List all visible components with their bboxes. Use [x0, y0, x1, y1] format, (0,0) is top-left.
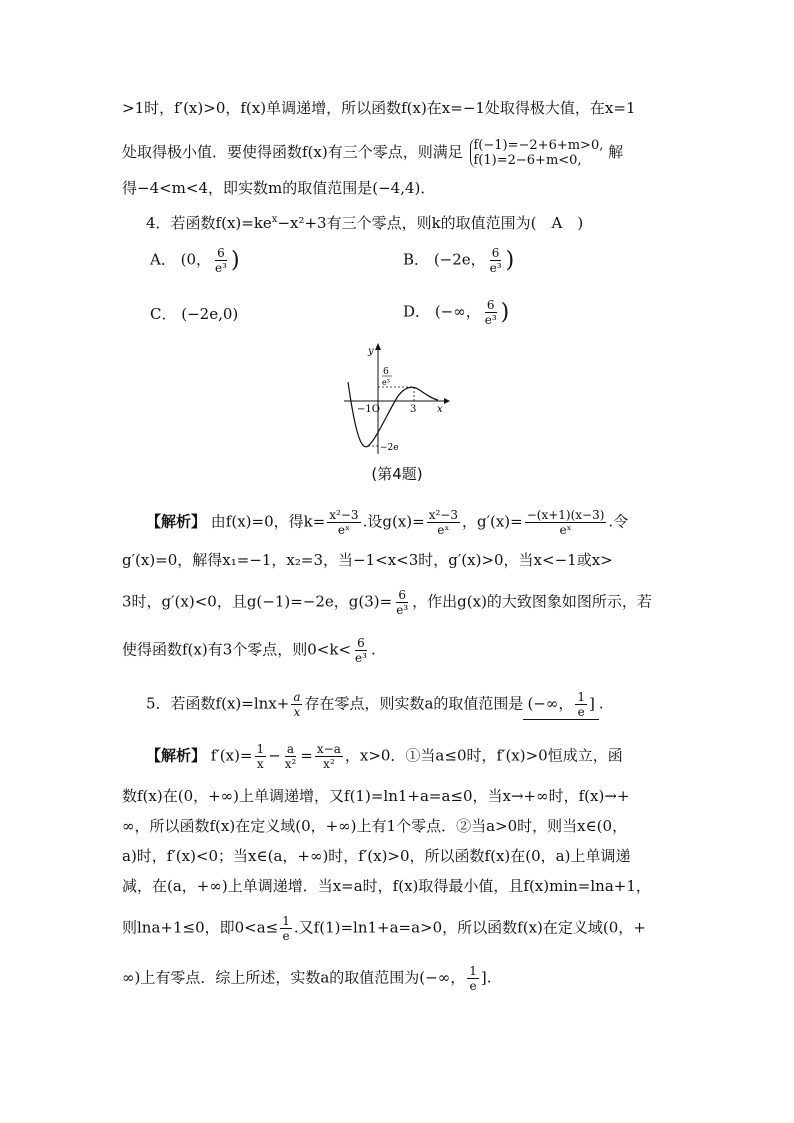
option-b-close: ): [505, 248, 515, 273]
sol5-frac-4: [280, 914, 292, 943]
option-a-label: A．: [150, 250, 176, 269]
sol4-l3a: 3时，g′(x)<0，且g(−1)=−2e，g(3)=: [122, 592, 393, 611]
sol4-l2: g′(x)=0，解得x₁=−1，x₂=3，当−1<x<3时，g′(x)>0，当x<−1或x>: [122, 551, 613, 569]
solution-tag: 【解析】: [146, 512, 207, 531]
sol5-l5: 减，在(a，+∞)上单调递增．当x=a时，f(x)取得最小值，且f(x)min=lna+1，: [122, 877, 651, 895]
answer-blank: [523, 690, 598, 720]
question-5: [146, 690, 604, 720]
y-axis-arrow: [375, 343, 381, 350]
frac-den: eˣ: [559, 523, 572, 537]
ans-a: (−∞，: [527, 694, 574, 713]
frac-num: a: [286, 742, 295, 756]
option-b-num: 6: [491, 246, 500, 260]
sol5-ans-b: ]: [480, 968, 487, 987]
frac-den: e³: [396, 603, 409, 617]
text-line-1: [122, 98, 636, 118]
option-b-text: (−2e，: [433, 250, 486, 269]
sol5-line-7: [122, 964, 492, 993]
x-axis-label: x: [437, 404, 443, 415]
sol4-frac-3: [525, 508, 607, 537]
sol5-frac-3: [315, 742, 343, 771]
sol4-line-4: [122, 636, 376, 665]
option-a: [150, 246, 240, 275]
line3: 得−4<m<4，即实数m的取值范围是(−4,4)．: [122, 179, 436, 197]
sol5-line-6: [122, 914, 646, 943]
frac-num: x²−3: [428, 508, 458, 522]
equation-system: [470, 138, 604, 168]
option-d-fraction: [483, 298, 499, 327]
sol5-line-3: [122, 816, 627, 836]
sol5-line-4: [122, 846, 630, 866]
line2-end: 解: [608, 143, 624, 161]
frac-den: e: [282, 929, 290, 943]
sol5-l7a: ∞)上有零点．综上所述，实数a的取值范围为: [122, 968, 420, 987]
frac-den: eˣ: [437, 523, 450, 537]
function-graph: [340, 342, 450, 460]
option-d-den: e³: [484, 313, 497, 327]
sol5-line-2: [122, 786, 629, 806]
option-d-num: 6: [486, 298, 495, 312]
frac-num: a: [293, 690, 301, 704]
q4-stem-b: −x²+3有三个零点，则k的取值范围为( A ): [277, 214, 584, 232]
frac-den: x²: [323, 757, 335, 771]
q5-frac: [291, 690, 302, 719]
sol5-l6b: .又f(1)=ln1+a=a>0，所以函数f(x)在定义域(0，+: [293, 918, 646, 937]
option-d-label: D．: [403, 302, 431, 321]
frac-num: 6: [357, 636, 365, 650]
sol4-l4b: .: [370, 640, 376, 659]
sol4-line-3: [122, 588, 652, 617]
sol4-l1a: 由f(x)=0，得k=: [210, 512, 326, 531]
frac-den: e: [469, 979, 477, 993]
ymin-label: −2e: [380, 443, 399, 453]
y-axis-label: y: [368, 346, 374, 357]
sol4-l1c: ，g′(x)=: [461, 512, 523, 531]
option-b-den: e³: [489, 261, 502, 275]
sol5-frac-2: [283, 742, 299, 771]
sol4-line-2: [122, 550, 613, 570]
sol5-ans-a: (−∞，: [419, 968, 466, 987]
equals-sign: =: [300, 746, 313, 765]
sol4-frac-4: [394, 588, 410, 617]
sol5-frac-1: [255, 742, 267, 771]
option-a-fraction: [213, 246, 229, 275]
frac-num: 6: [398, 588, 407, 602]
ymax-num: 6: [383, 367, 389, 377]
frac-num: 1: [282, 914, 290, 928]
solution-tag: 【解析】: [146, 746, 207, 765]
figure-caption: (第4题): [371, 465, 423, 483]
question-4-stem: [146, 210, 583, 233]
sol5-line-1: [146, 742, 623, 771]
x-axis-arrow: [444, 398, 450, 404]
sol5-l1b: ，x>0．①当a≤0时，f′(x)>0恒成立，函: [344, 746, 623, 765]
frac-num: x−a: [316, 742, 341, 756]
x3-label: 3: [410, 404, 417, 415]
q5-end: .: [598, 694, 604, 713]
option-b-fraction: [488, 246, 504, 275]
frac-num: x²−3: [329, 508, 359, 522]
option-a-den: e³: [215, 261, 227, 275]
ans-b: ]: [589, 694, 595, 713]
sol5-ans-frac: [467, 964, 479, 993]
q5-b: 存在零点，则实数a的取值范围是: [304, 694, 524, 713]
q4-exponent: x: [271, 214, 278, 225]
system-eq-1: f(−1)=−2+6+m>0,: [473, 138, 604, 153]
sol4-frac-5: [353, 636, 369, 665]
frac-num: −(x+1)(x−3): [526, 508, 605, 522]
frac-den: x: [256, 757, 264, 771]
sol4-l3b: ，作出g(x)的大致图象如图所示，若: [412, 592, 652, 611]
frac-num: 1: [577, 690, 585, 704]
option-c-text: (−2e,0): [181, 305, 239, 323]
sol4-l4a: 使得函数f(x)有3个零点，则0<k<: [122, 640, 352, 659]
option-b-label: B．: [403, 250, 430, 269]
text-line-3: [122, 178, 435, 198]
sol4-line-1: [146, 508, 628, 537]
frac-den: x²: [284, 757, 297, 771]
line1-rest: f′(x)>0，f(x)单调递增，所以函数f(x)在x=−1处取得极大值，在x=1: [174, 99, 636, 117]
q5-a: 5．若函数f(x)=lnx+: [146, 694, 290, 713]
frac-num: 1: [469, 964, 477, 978]
sol4-l1d: .令: [608, 512, 629, 531]
line2-start: 处取得极小值．要使得函数f(x)有三个零点，则满足: [122, 143, 463, 161]
sol5-l7b: .: [486, 968, 492, 987]
ymax-den: e³: [382, 378, 390, 387]
sol5-l2: 数f(x)在(0，+∞)上单调递增，又f(1)=ln1+a=a≤0，当x→+∞时，f(x)→+: [122, 787, 630, 805]
q4-stem-a: 4．若函数f(x)=ke: [146, 214, 272, 232]
option-a-close: ): [230, 248, 240, 273]
sol5-l3: ∞，所以函数f(x)在定义域(0，+∞)上有1个零点．②当a>0时，则当x∈(0，: [122, 817, 628, 835]
origin-label: −1O: [357, 404, 380, 415]
sol5-l4: a)时，f′(x)<0；当x∈(a，+∞)时，f′(x)>0，所以函数f(x)在(0，a)上单调递: [122, 847, 631, 865]
sol4-frac-1: [327, 508, 360, 537]
frac-den: eˣ: [337, 523, 351, 537]
frac-den: e³: [355, 651, 367, 665]
sol5-l1a: f′(x)=: [210, 746, 253, 765]
sol4-l1b: .设g(x)=: [362, 512, 425, 531]
option-a-num: 6: [217, 246, 225, 260]
text-line-2: [122, 138, 623, 168]
option-b: [403, 246, 514, 275]
option-d-close: ): [500, 300, 510, 325]
sol5-l6a: 则lna+1≤0，即0<a≤: [122, 918, 279, 937]
frac-den: x: [293, 705, 301, 719]
option-d: [403, 298, 509, 327]
option-c: [150, 303, 238, 324]
option-c-label: C．: [150, 305, 177, 323]
sol5-line-5: [122, 876, 651, 896]
ans-frac: [575, 690, 587, 719]
line1-start: >1时，: [122, 99, 175, 117]
system-eq-2: f(1)=2−6+m<0,: [473, 153, 582, 168]
option-d-text: (−∞，: [434, 302, 481, 321]
minus-sign: −: [268, 746, 281, 765]
frac-den: e: [577, 705, 585, 719]
frac-num: 1: [256, 742, 265, 756]
option-a-text: (0，: [180, 250, 212, 269]
sol4-frac-2: [427, 508, 460, 537]
